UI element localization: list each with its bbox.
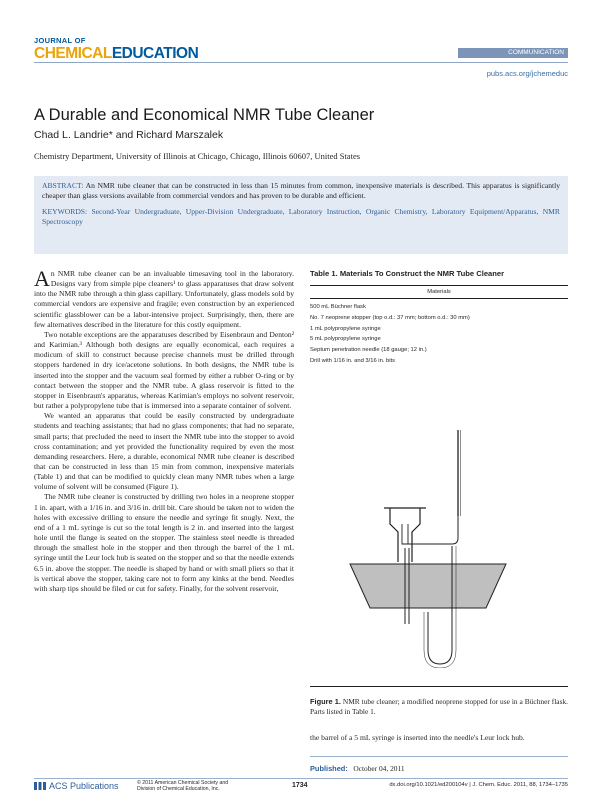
- abstract-box: [34, 176, 568, 254]
- body-paragraph-4: The NMR tube cleaner is constructed by drilling two holes in a neoprene stopper 1 in. apart, with a 1/16 in. and 3/16 in. drill bit. Care should be taken not to widen the holes with excessive drilling to ensure the needle and syringe fit snugly. Next, the end of a 1 mL syringe is cut so the total length is 2 in. and inserted into the largest hole until the flange is seated on the stopper. The stainless steel needle is threaded through the smallest hole in the stopper and then through the barrel of the 1 mL syringe until the Leur lock hub is seated on the stopper and so that the needle extends 6.5 in. above the stopper. The needle is shaped by hand or with small pliers so that it is vertical above the stopper, taking care not to form any kinks at the bend. Needles with sharp tips should be filed or cut for safety. Finally, for the solvent reservoir,: [34, 492, 294, 593]
- table-row: Septum penetration needle (18 gauge; 12 in.): [310, 347, 427, 354]
- table-row: 1 mL polypropylene syringe: [310, 325, 381, 332]
- published-date-line: [310, 764, 405, 773]
- body-paragraph-1: An NMR tube cleaner can be an invaluable timesaving tool in the laboratory. Designs vary from simple pipe cleaners¹ to glass apparatuses that draw solvent into the NMR tube through a thin glass capillary. Unfortunately, glass models sold by commercial vendors are expensive and fragile; even construction by an experienced scientific glassblower can be a labor-intensive project. Surprisingly, then, there are few alternatives described in the literature for this costly equipment.: [34, 266, 294, 329]
- page-number: 1734: [292, 782, 308, 789]
- abstract-label: ABSTRACT:: [42, 181, 84, 190]
- abstract-text: An NMR tube cleaner that can be constructed in less than 15 minutes from common, inexpensive materials is described. This apparatus is significantly cheaper than glass versions available from commercial vendors and has proven to be durable and efficient.: [42, 181, 561, 200]
- body-right-continuation: the barrel of a 5 mL syringe is inserted into the needle's Leur lock hub.: [310, 733, 525, 742]
- acs-logo-icon: [34, 782, 46, 790]
- header-divider: [34, 62, 568, 63]
- figure-label: Figure 1.: [310, 697, 341, 706]
- table-row: Drill with 1/16 in. and 3/16 in. bits: [310, 357, 396, 364]
- body-paragraph-3: We wanted an apparatus that could be easily constructed by undergraduate students and teaching assistants; that had no glass components; that had no separate, small parts; that precluded the need to insert the NMR tube into the stopper to avoid cross contamination; and yet provided the functionality required by even the most demanding researchers. Here, a durable, economical NMR tube cleaner is described that can be constructed in less than 15 min from common, inexpensive materials (Table 1) and that can be modified to quickly clean many NMR tubes when a large volume of solvent will be consumed (Figure 1).: [34, 411, 294, 492]
- publisher-name: ACS Publications: [49, 781, 119, 791]
- journal-url-link[interactable]: pubs.acs.org/jchemeduc: [486, 69, 568, 78]
- acs-publications-logo: [34, 781, 119, 791]
- journal-logo: [34, 36, 199, 77]
- section-badge: COMMUNICATION: [458, 48, 568, 58]
- keywords-label: KEYWORDS:: [42, 207, 88, 216]
- table-title: Table 1. Materials To Construct the NMR Tube Cleaner: [310, 269, 505, 278]
- neoprene-stopper: [350, 564, 506, 608]
- keywords-text: Second-Year Undergraduate, Upper-Division Undergraduate, Laboratory Instruction, Organic Chemistry, Laboratory Equipment/Apparatus, NMR Spectroscopy: [42, 207, 560, 226]
- doi-citation[interactable]: dx.doi.org/10.1021/ed200104v | J. Chem. Educ. 2011, 88, 1734–1735: [389, 782, 568, 788]
- figure-caption: [310, 697, 568, 716]
- keywords-paragraph: [42, 207, 560, 227]
- journal-logo-top: JOURNAL OF: [34, 36, 86, 45]
- figure-caption-rule: [310, 686, 568, 687]
- published-date: October 04, 2011: [353, 764, 405, 773]
- body-paragraph-2: Two notable exceptions are the apparatuses described by Eisenbraun and Denton² and Karimian.³ Although both designs are equally economical, each requires a modicum of skill to construct because precise channels must be drilled through stoppers hardened in dry ice/acetone solutions. In both designs, the NMR tube is inserted into the stopper and the vacuum seal formed by either a rubber O-ring or by contact between the stopper and the NMR tube. A glass reservoir is fitted to the stopper in Eisenbraun's apparatus, whereas Karimian's employs no solvent reservoir, but rather a polypropylene tube that is immersed into a separate container of solvent.: [34, 329, 294, 411]
- published-rule: [310, 756, 568, 757]
- published-label: Published:: [310, 764, 348, 773]
- footer-divider: [34, 778, 568, 779]
- figure-caption-text: NMR tube cleaner; a modified neoprene stopped for use in a Büchner flask. Parts listed in Table 1.: [310, 697, 568, 716]
- journal-logo-name: CHEMICALEDUCATION: [34, 45, 199, 62]
- drop-cap: A: [34, 266, 50, 291]
- article-authors: Chad L. Landrie* and Richard Marszalek: [34, 129, 224, 141]
- nmr-cleaner-figure: [348, 428, 508, 668]
- article-affiliation: Chemistry Department, University of Illinois at Chicago, Chicago, Illinois 60607, United States: [34, 151, 361, 161]
- materials-table: [310, 269, 568, 367]
- copyright-notice: © 2011 American Chemical Society and Division of Chemical Education, Inc.: [137, 780, 229, 792]
- table-header: Materials: [427, 289, 451, 295]
- abstract-paragraph: [42, 181, 560, 201]
- body-left-column: [34, 266, 294, 594]
- table-row: 5 mL polypropylene syringe: [310, 336, 381, 343]
- table-row: 500 mL Büchner flask: [310, 304, 366, 310]
- article-title: A Durable and Economical NMR Tube Cleaner: [34, 106, 375, 124]
- table-row: No. 7 neoprene stopper (top o.d.: 37 mm; bottom o.d.: 30 mm): [310, 314, 470, 321]
- table-body: [310, 299, 568, 367]
